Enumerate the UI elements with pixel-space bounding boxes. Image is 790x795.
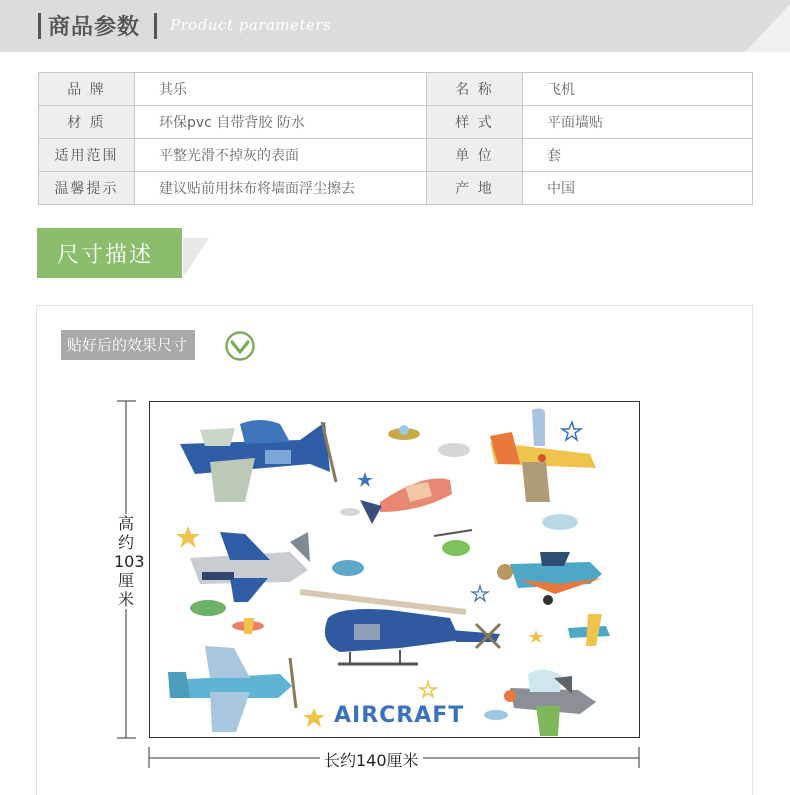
aircraft-sticker-text: AIRCRAFT: [334, 703, 465, 728]
param-label: 温馨提示: [39, 172, 135, 205]
header-divider-right: [154, 13, 157, 39]
green-helicopter-icon: [434, 530, 472, 556]
light-blue-plane-icon: [168, 646, 296, 732]
section-header-size: [37, 228, 209, 278]
table-row: [39, 139, 753, 172]
grey-propeller-plane-icon: [504, 669, 596, 736]
yellow-plane-icon: [490, 408, 596, 502]
header-title-en: Product parameters: [170, 16, 332, 34]
blue-fighter-plane-icon: [180, 420, 336, 502]
fighter-jet-icon: [190, 532, 310, 602]
table-row: [39, 106, 753, 139]
small-teal-plane-icon: [568, 614, 610, 646]
airplane-stickers-illustration: [150, 402, 639, 737]
small-red-plane-icon: [232, 618, 264, 634]
size-section-title: 尺寸描述: [57, 243, 154, 268]
param-value: 平整光滑不掉灰的表面: [135, 139, 427, 172]
param-value: 建议贴前用抹布将墙面浮尘擦去: [135, 172, 427, 205]
param-label: 产 地: [427, 172, 523, 205]
blue-helicopter-icon: [300, 592, 500, 664]
chevron-down-circle-icon: [224, 330, 256, 362]
param-value: 飞机: [523, 73, 753, 106]
param-value: 套: [523, 139, 753, 172]
header-title-cn: 商品参数: [48, 15, 141, 40]
param-label: 适用范围: [39, 139, 135, 172]
param-label: 材 质: [39, 106, 135, 139]
param-label: 样 式: [427, 106, 523, 139]
param-label: 名 称: [427, 73, 523, 106]
sticker-preview-image: [149, 401, 640, 738]
effect-size-label: 贴好后的效果尺寸: [61, 330, 195, 360]
height-dimension-label: 高约103厘米: [114, 514, 145, 609]
param-label: 品 牌: [39, 73, 135, 106]
width-dimension-label: 长约140厘米: [320, 748, 423, 771]
table-row: [39, 73, 753, 106]
orange-red-plane-icon: [360, 478, 452, 524]
table-row: [39, 172, 753, 205]
header-divider-left: [38, 13, 41, 39]
teal-propeller-plane-icon: [497, 552, 602, 605]
param-label: 单 位: [427, 139, 523, 172]
param-value: 中国: [523, 172, 753, 205]
small-yellow-plane-icon: [388, 425, 420, 440]
param-value: 环保pvc 自带背胶 防水: [135, 106, 427, 139]
params-table: [38, 72, 753, 205]
param-value: 其乐: [135, 73, 427, 106]
param-value: 平面墙贴: [523, 106, 753, 139]
section-header-product-parameters: [0, 0, 790, 52]
